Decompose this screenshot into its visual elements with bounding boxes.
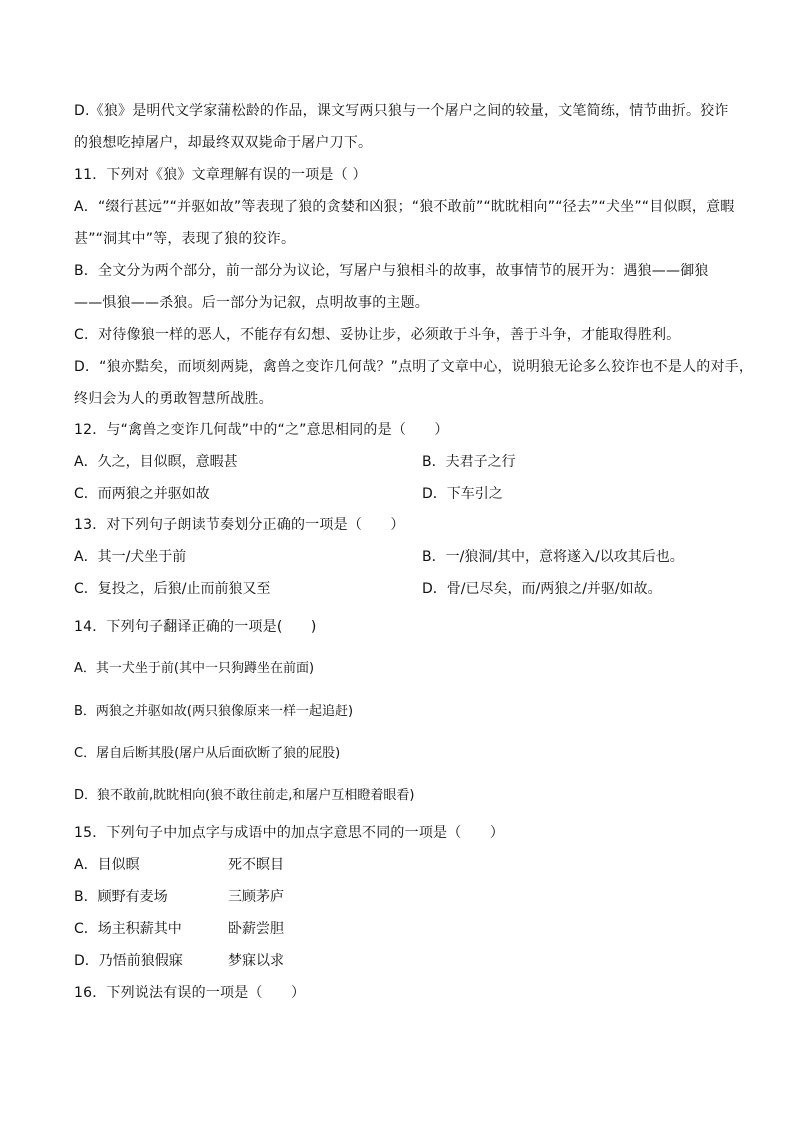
q11-option-b-line1: B．全文分为两个部分，前一部分为议论，写屠户与狼相斗的故事，故事情节的展开为：遇狼——御狼 — [74, 263, 709, 279]
q14-option-b: B．两狼之并驱如故(两只狼像原来一样一起追赶) — [74, 704, 354, 719]
q15-stem: 15．下列句子中加点字与成语中的加点字意思不同的一项是（ ） — [74, 825, 505, 841]
q12-option-b: B．夫君子之行 — [422, 454, 516, 470]
q12-option-c: C．而两狼之并驱如故 — [74, 486, 210, 502]
q15-option-row — [74, 888, 734, 906]
q16-stem: 16．下列说法有误的一项是（ ） — [74, 985, 306, 1001]
q14-stem: 14．下列句子翻译正确的一项是( ) — [74, 619, 317, 635]
q15-option-c-sentence: C．场主积薪其中 — [74, 921, 182, 937]
q15-option-a-idiom: 死不瞑目 — [228, 857, 284, 873]
q13-row1 — [74, 548, 734, 566]
q15-option-row — [74, 920, 734, 938]
q13-stem: 13．对下列句子朗读节奏划分正确的一项是（ ） — [74, 517, 405, 533]
q15-option-d-idiom: 梦寐以求 — [228, 953, 284, 969]
q11-option-d-line2: 终归会为人的勇敢智慧所战胜。 — [74, 391, 273, 407]
q14-option-d: D．狼不敢前,眈眈相向(狼不敢往前走,和屠户互相瞪着眼看) — [74, 788, 415, 803]
q13-row2 — [74, 580, 734, 598]
q11-option-a-line2: 甚”“洞其中”等，表现了狼的狡诈。 — [74, 231, 296, 247]
q10-option-d-line2: 的狼想吃掉屠户，却最终双双毙命于屠户刀下。 — [74, 135, 373, 151]
q13-option-d: D．骨/已尽矣，而/两狼之/并驱/如故。 — [422, 581, 662, 597]
q13-option-a: A．其一/犬坐于前 — [74, 549, 187, 565]
q15-option-d-sentence: D．乃悟前狼假寐 — [74, 953, 183, 969]
q12-row1 — [74, 453, 734, 471]
q15-option-b-sentence: B．顾野有麦场 — [74, 889, 168, 905]
q10-option-d-line1: D.《狼》是明代文学家蒲松龄的作品，课文写两只狼与一个屠户之间的较量，文笔简练，情节曲折。狡诈 — [74, 103, 729, 119]
q15-option-row — [74, 952, 734, 970]
q14-option-a: A．其一犬坐于前(其中一只狗蹲坐在前面) — [74, 661, 315, 676]
q11-stem: 11．下列对《狼》文章理解有误的一项是（ ） — [74, 167, 367, 183]
q15-option-b-idiom: 三顾茅庐 — [228, 889, 284, 905]
q12-row2 — [74, 485, 734, 503]
q13-option-c: C．复投之，后狼/止而前狼又至 — [74, 581, 271, 597]
q12-stem: 12．与“禽兽之变诈几何哉”中的“之”意思相同的是（ ） — [74, 422, 449, 438]
q11-option-a-line1: A．“缀行甚远”“并驱如故”等表现了狼的贪婪和凶狠；“狼不敢前”“眈眈相向”“径去”“犬坐”“目似瞑，意暇 — [74, 199, 735, 215]
q13-option-b: B．一/狼洞/其中，意将遂入/以攻其后也。 — [422, 549, 684, 565]
q11-option-b-line2: ——惧狼——杀狼。后一部分为记叙，点明故事的主题。 — [74, 295, 429, 311]
q14-option-c: C．屠自后断其股(屠户从后面砍断了狼的屁股) — [74, 746, 341, 761]
q11-option-d-line1: D．“狼亦黠矣，而顷刻两毙，禽兽之变诈几何哉？”点明了文章中心，说明狼无论多么狡诈也不是人的对手， — [74, 359, 754, 375]
q12-option-d: D．下车引之 — [422, 486, 503, 502]
q12-option-a: A．久之，目似瞑，意暇甚 — [74, 454, 238, 470]
q15-option-row — [74, 856, 734, 874]
q15-option-a-sentence: A．目似瞑 — [74, 857, 140, 873]
q11-option-c: C．对待像狼一样的恶人，不能存有幻想、妥协让步，必须敢于斗争，善于斗争，才能取得胜利。 — [74, 327, 681, 343]
q15-option-c-idiom: 卧薪尝胆 — [228, 921, 284, 937]
